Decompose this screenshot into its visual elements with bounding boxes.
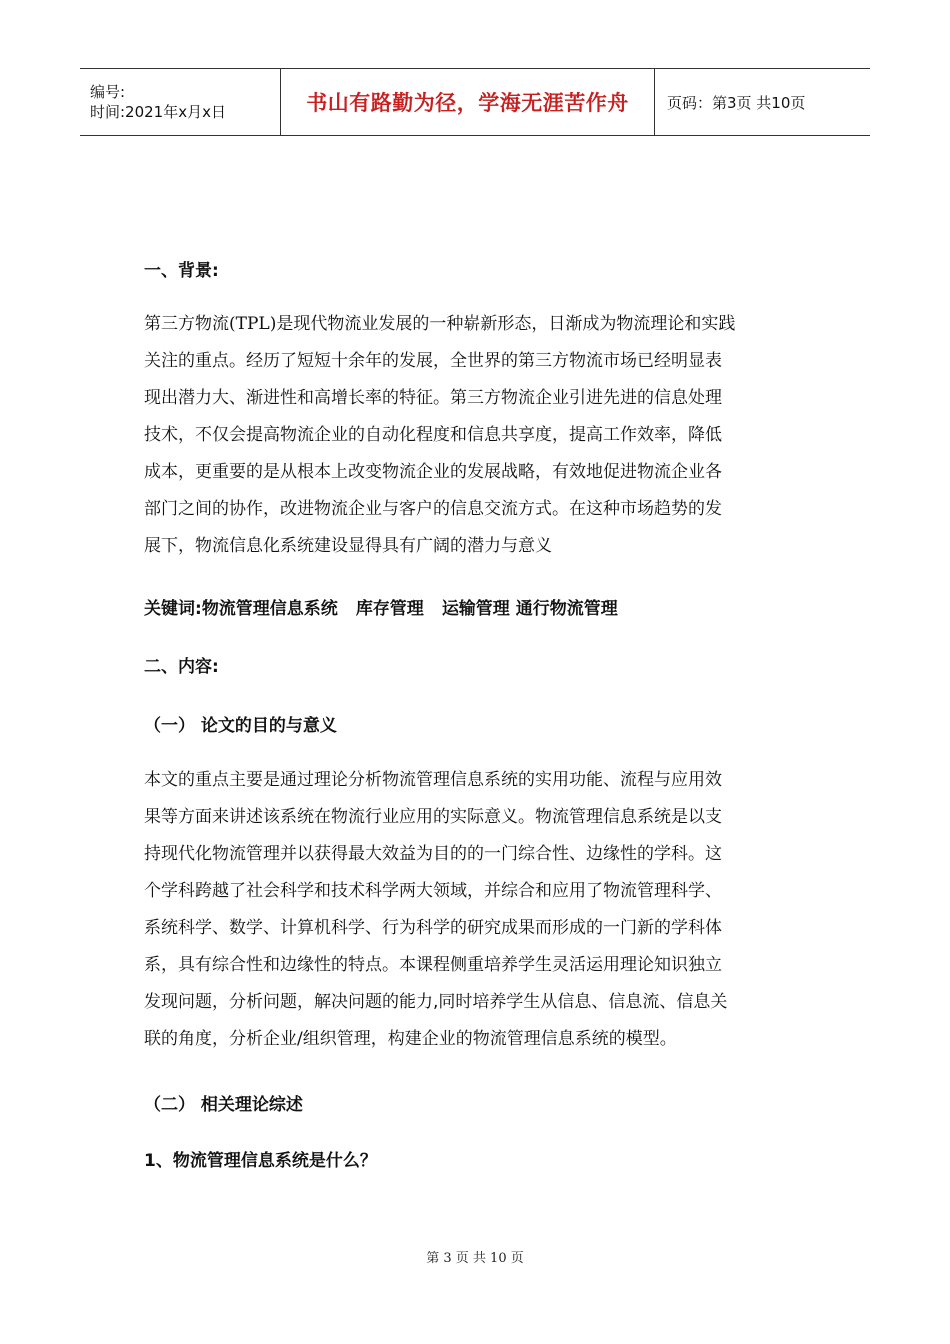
paragraph-line: 果等方面来讲述该系统在物流行业应用的实际意义。物流管理信息系统是以支	[144, 807, 722, 827]
paragraph-line: 联的角度，分析企业/组织管理，构建企业的物流管理信息系统的模型。	[144, 1029, 677, 1049]
keyword-item: 物流管理信息系统	[201, 599, 338, 619]
header-page-cell	[655, 69, 870, 135]
subsection-heading-purpose: （一） 论文的目的与意义	[144, 716, 337, 736]
page-header	[80, 68, 870, 136]
paragraph-line: 本文的重点主要是通过理论分析物流管理信息系统的实用功能、流程与应用效	[144, 770, 722, 790]
page-footer: 第 3 页 共 10 页	[426, 1251, 524, 1266]
paragraph-line: 第三方物流(TPL)是现代物流业发展的一种崭新形态，日渐成为物流理论和实践	[144, 314, 736, 334]
purpose-paragraph	[144, 762, 804, 1058]
paragraph-line: 系统科学、数学、计算机科学、行为科学的研究成果而形成的一门新的学科体	[144, 918, 722, 938]
background-paragraph	[144, 306, 804, 565]
header-motto-cell	[281, 69, 655, 135]
keywords-label: 关键词:	[144, 599, 202, 619]
paragraph-line: 技术，不仅会提高物流企业的自动化程度和信息共享度，提高工作效率，降低	[144, 425, 722, 445]
time-label: 时间:2021年x月x日	[90, 103, 226, 121]
paragraph-line: 成本，更重要的是从根本上改变物流企业的发展战略，有效地促进物流企业各	[144, 462, 722, 482]
number-label: 编号:	[90, 83, 126, 101]
keyword-item: 运输管理 通行物流管理	[441, 599, 618, 619]
paragraph-line: 系，具有综合性和边缘性的特点。本课程侧重培养学生灵活运用理论知识独立	[144, 955, 722, 975]
motto-text: 书山有路勤为径，学海无涯苦作舟	[306, 91, 629, 115]
content-heading: 二、内容:	[144, 657, 219, 677]
header-meta-cell	[80, 69, 281, 135]
paragraph-line: 持现代化物流管理并以获得最大效益为目的的一门综合性、边缘性的学科。这	[144, 844, 722, 864]
paragraph-line: 现出潜力大、渐进性和高增长率的特征。第三方物流企业引进先进的信息处理	[144, 388, 722, 408]
question-heading: 1、物流管理信息系统是什么？	[144, 1151, 377, 1171]
subsection-heading-theory: （二） 相关理论综述	[144, 1095, 303, 1115]
paragraph-line: 关注的重点。经历了短短十余年的发展，全世界的第三方物流市场已经明显表	[144, 351, 722, 371]
paragraph-line: 部门之间的协作，改进物流企业与客户的信息交流方式。在这种市场趋势的发	[144, 499, 722, 519]
keyword-item: 库存管理	[355, 599, 424, 619]
paragraph-line: 发现问题，分析问题，解决问题的能力,同时培养学生从信息、信息流、信息关	[144, 992, 728, 1012]
keywords-line	[144, 594, 636, 619]
paragraph-line: 展下，物流信息化系统建设显得具有广阔的潜力与意义	[144, 536, 552, 556]
paragraph-line: 个学科跨越了社会科学和技术科学两大领域，并综合和应用了物流管理科学、	[144, 881, 722, 901]
header-page-label: 页码：第3页 共10页	[667, 93, 806, 112]
background-heading: 一、背景:	[144, 261, 219, 281]
